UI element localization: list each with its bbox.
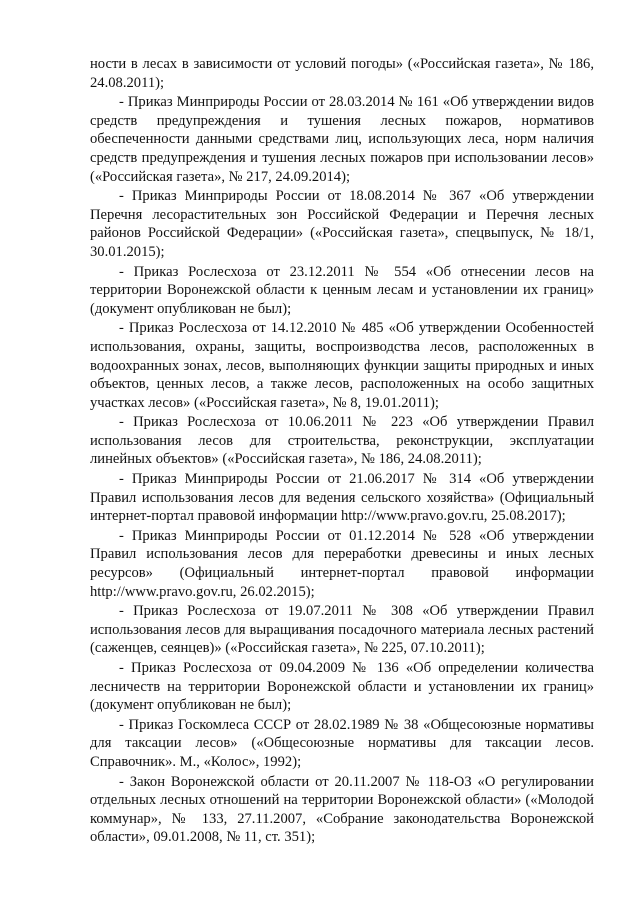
list-item: - Приказ Рослесхоза от 19.07.2011 № 308 «Об утверждении Правил использования лесов для выращивания посадочного материала лесных растений (саженцев, сеянцев)» («Российская газета», № 225, 07.10.2011); [90,603,594,657]
list-item: - Закон Воронежской области от 20.11.2007 № 118-ОЗ «О регулировании отдельных лесных отношений на территории Воронежской области» («Молодой коммунар», № 133, 27.11.2007, «Собрание законодательства Воронежской области», 09.01.2008, № 11, ст. 351); [90,773,594,846]
list-item: - Приказ Рослесхоза от 14.12.2010 № 485 «Об утверждении Особенностей использования, охраны, защиты, воспроизводства лесов, расположенных в водоохранных зонах, лесов, выполняющих функции защиты природных и иных объектов, ценных лесов, а также лесов, расположенных на особо защитных участках лесов» («Российская газета», № 8, 19.01.2011); [90,320,594,411]
list-item: - Приказ Рослесхоза от 23.12.2011 № 554 «Об отнесении лесов на территории Воронежской области к ценным лесам и установлении их границ» (документ опубликован не был); [90,263,594,317]
list-item: - Приказ Рослесхоза от 10.06.2011 № 223 «Об утверждении Правил использования лесов для строительства, реконструкции, эксплуатации линейных объектов» («Российская газета», № 186, 24.08.2011); [90,414,594,468]
list-item: - Приказ Минприроды России от 28.03.2014 № 161 «Об утверждении видов средств предупреждения и тушения лесных пожаров, нормативов обеспеченности данными средствами лиц, использующих леса, норм наличия средств предупреждения и тушения лесных пожаров при использовании лесов» («Российская газета», № 217, 24.09.2014); [90,94,594,185]
list-item: - Приказ Минприроды России от 21.06.2017 № 314 «Об утверждении Правил использования лесов для ведения сельского хозяйства» (Официальный интернет-портал правовой информации http://www.pravo.gov.ru, 25.08.2017); [90,471,594,525]
document-page [90,55,594,847]
list-item: - Приказ Минприроды России от 01.12.2014 № 528 «Об утверждении Правил использования лесов для переработки древесины и иных лесных ресурсов» (Официальный интернет-портал правовой информации http://www.pravo.gov.ru, 26.02.2015); [90,527,594,600]
list-item: - Приказ Госкомлеса СССР от 28.02.1989 № 38 «Общесоюзные нормативы для таксации лесов» («Общесоюзные нормативы для таксации лесов. Справочник». М., «Колос», 1992); [90,716,594,770]
list-item: - Приказ Рослесхоза от 09.04.2009 № 136 «Об определении количества лесничеств на территории Воронежской области и установлении их границ» (документ опубликован не был); [90,660,594,714]
paragraph-continuation: ности в лесах в зависимости от условий погоды» («Российская газета», № 186, 24.08.2011); [90,56,594,91]
list-item: - Приказ Минприроды России от 18.08.2014 № 367 «Об утверждении Перечня лесорастительных зон Российской Федерации и Перечня лесных районов Российской Федерации» («Российская газета», спецвыпуск, № 18/1, 30.01.2015); [90,188,594,260]
